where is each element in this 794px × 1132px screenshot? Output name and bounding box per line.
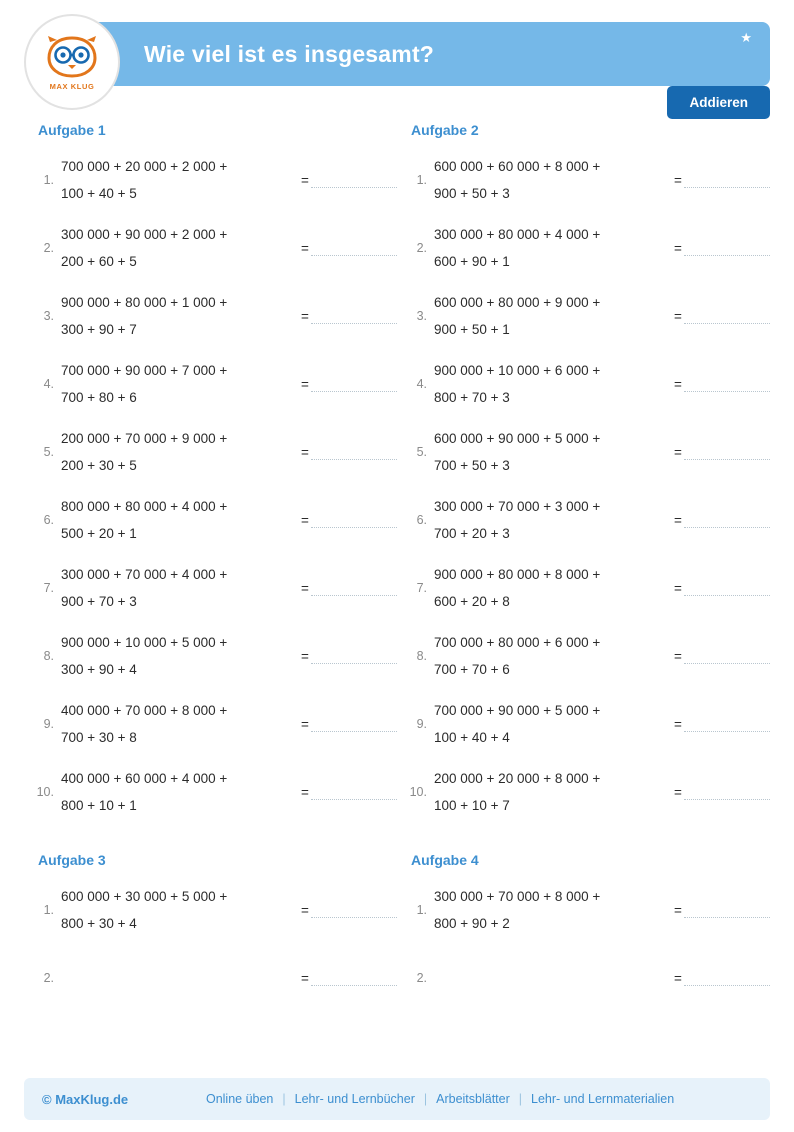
expression-line-1: 600 000 + 60 000 + 8 000 + xyxy=(434,159,601,174)
task-row xyxy=(397,622,770,690)
expression-line-2: 700 + 80 + 6 xyxy=(61,390,137,405)
answer-blank[interactable] xyxy=(684,240,770,256)
task-expression xyxy=(61,153,301,207)
page-footer xyxy=(24,1078,770,1120)
answer-blank[interactable] xyxy=(684,444,770,460)
task-number: 4. xyxy=(416,377,427,391)
page-header xyxy=(24,14,770,110)
answer-blank[interactable] xyxy=(311,376,397,392)
equals-sign: = xyxy=(674,240,682,256)
task-number: 9. xyxy=(43,717,54,731)
equals-sign: = xyxy=(301,172,309,188)
task-row xyxy=(397,486,770,554)
answer-blank[interactable] xyxy=(311,444,397,460)
footer-links xyxy=(128,1092,752,1106)
task-expression xyxy=(434,153,674,207)
task-number: 10. xyxy=(36,785,54,799)
footer-copyright: © MaxKlug.de xyxy=(42,1091,129,1107)
task-expression xyxy=(61,289,301,343)
answer-blank[interactable] xyxy=(684,580,770,596)
task-expression xyxy=(434,221,674,275)
footer-link-online-ueben[interactable]: Online üben xyxy=(205,1092,274,1106)
task-number: 2. xyxy=(43,241,54,255)
worksheet-block-3 xyxy=(24,826,397,1012)
answer-area[interactable] xyxy=(674,784,770,800)
task-number: 1. xyxy=(43,173,54,187)
owl-logo-icon xyxy=(44,34,100,80)
answer-blank[interactable] xyxy=(311,716,397,732)
task-number: 1. xyxy=(416,903,427,917)
expression-line-2: 800 + 10 + 1 xyxy=(61,798,137,813)
expression-line-2: 800 + 90 + 2 xyxy=(434,916,510,931)
task-row xyxy=(24,282,397,350)
expression-line-2: 200 + 30 + 5 xyxy=(61,458,137,473)
logo-text: MAX KLUG xyxy=(49,81,95,91)
equals-sign: = xyxy=(674,512,682,528)
equals-sign: = xyxy=(674,648,682,664)
block-row-bottom xyxy=(24,826,770,1012)
block-title: Aufgabe 4 xyxy=(411,852,479,868)
task-number: 9. xyxy=(416,717,427,731)
answer-blank[interactable] xyxy=(311,970,397,986)
task-row xyxy=(397,690,770,758)
task-row xyxy=(24,418,397,486)
expression-line-1: 900 000 + 80 000 + 8 000 + xyxy=(434,567,601,582)
expression-line-2: 200 + 60 + 5 xyxy=(61,254,137,269)
task-expression xyxy=(61,883,301,937)
expression-line-1: 600 000 + 80 000 + 9 000 + xyxy=(434,295,601,310)
answer-area[interactable] xyxy=(674,512,770,528)
answer-area[interactable] xyxy=(301,512,397,528)
page-title: Wie viel ist es insgesamt? xyxy=(144,40,435,67)
answer-area[interactable] xyxy=(301,970,397,986)
task-expression xyxy=(434,357,674,411)
equals-sign: = xyxy=(301,376,309,392)
task-number: 7. xyxy=(43,581,54,595)
task-row xyxy=(397,418,770,486)
logo xyxy=(24,14,120,110)
task-row xyxy=(397,554,770,622)
task-number: 2. xyxy=(416,971,427,985)
task-row xyxy=(24,944,397,1012)
answer-blank[interactable] xyxy=(684,376,770,392)
task-row xyxy=(24,214,397,282)
equals-sign: = xyxy=(674,444,682,460)
expression-line-2: 700 + 20 + 3 xyxy=(434,526,510,541)
footer-separator: | xyxy=(423,1092,428,1106)
task-number: 5. xyxy=(416,445,427,459)
answer-area[interactable] xyxy=(301,784,397,800)
worksheet-block-1 xyxy=(24,122,397,826)
expression-line-1: 900 000 + 10 000 + 6 000 + xyxy=(434,363,601,378)
task-number: 3. xyxy=(416,309,427,323)
answer-area[interactable] xyxy=(301,580,397,596)
answer-blank[interactable] xyxy=(684,970,770,986)
task-row xyxy=(24,876,397,944)
expression-line-2: 900 + 70 + 3 xyxy=(61,594,137,609)
expression-line-2: 800 + 70 + 3 xyxy=(434,390,510,405)
task-expression xyxy=(434,493,674,547)
answer-area[interactable] xyxy=(301,444,397,460)
task-expression xyxy=(61,357,301,411)
task-number: 1. xyxy=(43,903,54,917)
expression-line-1: 600 000 + 30 000 + 5 000 + xyxy=(61,889,228,904)
task-expression xyxy=(434,425,674,479)
task-number: 2. xyxy=(416,241,427,255)
equals-sign: = xyxy=(301,512,309,528)
expression-line-2: 300 + 90 + 7 xyxy=(61,322,137,337)
expression-line-1: 300 000 + 70 000 + 4 000 + xyxy=(61,567,228,582)
task-row xyxy=(24,690,397,758)
expression-line-1: 200 000 + 20 000 + 8 000 + xyxy=(434,771,601,786)
expression-line-1: 900 000 + 80 000 + 1 000 + xyxy=(61,295,228,310)
answer-blank[interactable] xyxy=(684,512,770,528)
expression-line-1: 300 000 + 90 000 + 2 000 + xyxy=(61,227,228,242)
expression-line-1: 700 000 + 80 000 + 6 000 + xyxy=(434,635,601,650)
topic-button[interactable]: Addieren xyxy=(667,86,770,119)
answer-blank[interactable] xyxy=(684,902,770,918)
footer-separator: | xyxy=(518,1092,523,1106)
answer-area[interactable] xyxy=(674,902,770,918)
answer-area[interactable] xyxy=(674,716,770,732)
equals-sign: = xyxy=(301,444,309,460)
footer-link-lehr-und-lernmaterialien[interactable]: Lehr- und Lernmaterialien xyxy=(531,1092,675,1106)
block-row-top xyxy=(24,122,770,826)
task-row xyxy=(24,758,397,826)
answer-area[interactable] xyxy=(674,308,770,324)
expression-line-1: 300 000 + 70 000 + 3 000 + xyxy=(434,499,601,514)
equals-sign: = xyxy=(301,648,309,664)
expression-line-2: 800 + 30 + 4 xyxy=(61,916,137,931)
answer-area[interactable] xyxy=(674,376,770,392)
block-title: Aufgabe 2 xyxy=(411,122,479,138)
task-number: 1. xyxy=(416,173,427,187)
star-icon: ★ xyxy=(740,30,752,45)
expression-line-2: 700 + 30 + 8 xyxy=(61,730,137,745)
answer-area[interactable] xyxy=(301,648,397,664)
answer-blank[interactable] xyxy=(311,784,397,800)
answer-blank[interactable] xyxy=(684,172,770,188)
task-number: 3. xyxy=(43,309,54,323)
expression-line-1: 700 000 + 20 000 + 2 000 + xyxy=(61,159,228,174)
task-number: 8. xyxy=(416,649,427,663)
equals-sign: = xyxy=(674,308,682,324)
answer-blank[interactable] xyxy=(684,308,770,324)
equals-sign: = xyxy=(674,902,682,918)
expression-line-2: 300 + 90 + 4 xyxy=(61,662,137,677)
expression-line-1: 200 000 + 70 000 + 9 000 + xyxy=(61,431,228,446)
expression-line-1: 400 000 + 70 000 + 8 000 + xyxy=(61,703,228,718)
footer-link-lehr-und-lernbuecher[interactable]: Lehr- und Lernbücher xyxy=(294,1092,415,1106)
task-number: 8. xyxy=(43,649,54,663)
answer-area[interactable] xyxy=(301,172,397,188)
task-expression xyxy=(434,883,674,937)
expression-line-2: 700 + 50 + 3 xyxy=(434,458,510,473)
answer-area[interactable] xyxy=(674,240,770,256)
equals-sign: = xyxy=(301,580,309,596)
task-expression xyxy=(61,493,301,547)
answer-blank[interactable] xyxy=(684,716,770,732)
answer-area[interactable] xyxy=(674,580,770,596)
expression-line-1: 700 000 + 90 000 + 7 000 + xyxy=(61,363,228,378)
expression-line-2: 100 + 40 + 5 xyxy=(61,186,137,201)
task-number: 2. xyxy=(43,971,54,985)
answer-area[interactable] xyxy=(301,308,397,324)
expression-line-2: 700 + 70 + 6 xyxy=(434,662,510,677)
equals-sign: = xyxy=(674,580,682,596)
expression-line-2: 600 + 90 + 1 xyxy=(434,254,510,269)
expression-line-1: 700 000 + 90 000 + 5 000 + xyxy=(434,703,601,718)
expression-line-1: 900 000 + 10 000 + 5 000 + xyxy=(61,635,228,650)
answer-area[interactable] xyxy=(301,716,397,732)
task-expression xyxy=(434,697,674,751)
expression-line-2: 100 + 10 + 7 xyxy=(434,798,510,813)
task-number: 6. xyxy=(43,513,54,527)
header-banner xyxy=(64,22,770,86)
footer-separator: | xyxy=(282,1092,286,1106)
task-expression xyxy=(61,425,301,479)
block-title: Aufgabe 3 xyxy=(38,852,106,868)
answer-area[interactable] xyxy=(301,902,397,918)
task-number: 6. xyxy=(416,513,427,527)
task-row xyxy=(397,944,770,1012)
task-row xyxy=(24,554,397,622)
answer-area[interactable] xyxy=(674,648,770,664)
expression-line-1: 300 000 + 70 000 + 8 000 + xyxy=(434,889,601,904)
answer-blank[interactable] xyxy=(684,648,770,664)
task-expression xyxy=(61,697,301,751)
equals-sign: = xyxy=(301,970,309,986)
task-row xyxy=(24,146,397,214)
answer-area[interactable] xyxy=(674,444,770,460)
equals-sign: = xyxy=(301,716,309,732)
task-expression xyxy=(61,765,301,819)
equals-sign: = xyxy=(674,172,682,188)
answer-area[interactable] xyxy=(301,376,397,392)
task-row xyxy=(397,876,770,944)
task-expression xyxy=(61,561,301,615)
footer-link-arbeitsblaetter[interactable]: Arbeitsblätter xyxy=(436,1092,510,1106)
task-expression xyxy=(61,221,301,275)
answer-blank[interactable] xyxy=(311,240,397,256)
answer-blank[interactable] xyxy=(311,512,397,528)
answer-area[interactable] xyxy=(674,172,770,188)
answer-blank[interactable] xyxy=(684,784,770,800)
task-row xyxy=(24,486,397,554)
task-number: 7. xyxy=(416,581,427,595)
worksheet-block-2 xyxy=(397,122,770,826)
task-row xyxy=(397,350,770,418)
expression-line-2: 900 + 50 + 3 xyxy=(434,186,510,201)
task-row xyxy=(24,622,397,690)
task-number: 4. xyxy=(43,377,54,391)
task-expression xyxy=(434,765,674,819)
block-title: Aufgabe 1 xyxy=(38,122,106,138)
task-expression xyxy=(434,289,674,343)
answer-blank[interactable] xyxy=(311,172,397,188)
answer-blank[interactable] xyxy=(311,580,397,596)
answer-blank[interactable] xyxy=(311,902,397,918)
expression-line-2: 900 + 50 + 1 xyxy=(434,322,510,337)
task-row xyxy=(397,214,770,282)
equals-sign: = xyxy=(301,784,309,800)
task-row xyxy=(397,146,770,214)
worksheet-body xyxy=(24,122,770,1012)
expression-line-1: 600 000 + 90 000 + 5 000 + xyxy=(434,431,601,446)
equals-sign: = xyxy=(301,240,309,256)
equals-sign: = xyxy=(674,784,682,800)
expression-line-1: 800 000 + 80 000 + 4 000 + xyxy=(61,499,228,514)
equals-sign: = xyxy=(674,970,682,986)
equals-sign: = xyxy=(301,902,309,918)
task-expression xyxy=(434,629,674,683)
task-number: 10. xyxy=(409,785,427,799)
task-expression xyxy=(434,561,674,615)
answer-blank[interactable] xyxy=(311,648,397,664)
answer-area[interactable] xyxy=(674,970,770,986)
answer-blank[interactable] xyxy=(311,308,397,324)
expression-line-1: 400 000 + 60 000 + 4 000 + xyxy=(61,771,228,786)
task-expression xyxy=(61,629,301,683)
expression-line-2: 100 + 40 + 4 xyxy=(434,730,510,745)
equals-sign: = xyxy=(301,308,309,324)
task-row xyxy=(397,758,770,826)
task-row xyxy=(397,282,770,350)
task-number: 5. xyxy=(43,445,54,459)
expression-line-1: 300 000 + 80 000 + 4 000 + xyxy=(434,227,601,242)
task-row xyxy=(24,350,397,418)
worksheet-block-4 xyxy=(397,826,770,1012)
answer-area[interactable] xyxy=(301,240,397,256)
equals-sign: = xyxy=(674,376,682,392)
expression-line-2: 500 + 20 + 1 xyxy=(61,526,137,541)
equals-sign: = xyxy=(674,716,682,732)
expression-line-2: 600 + 20 + 8 xyxy=(434,594,510,609)
